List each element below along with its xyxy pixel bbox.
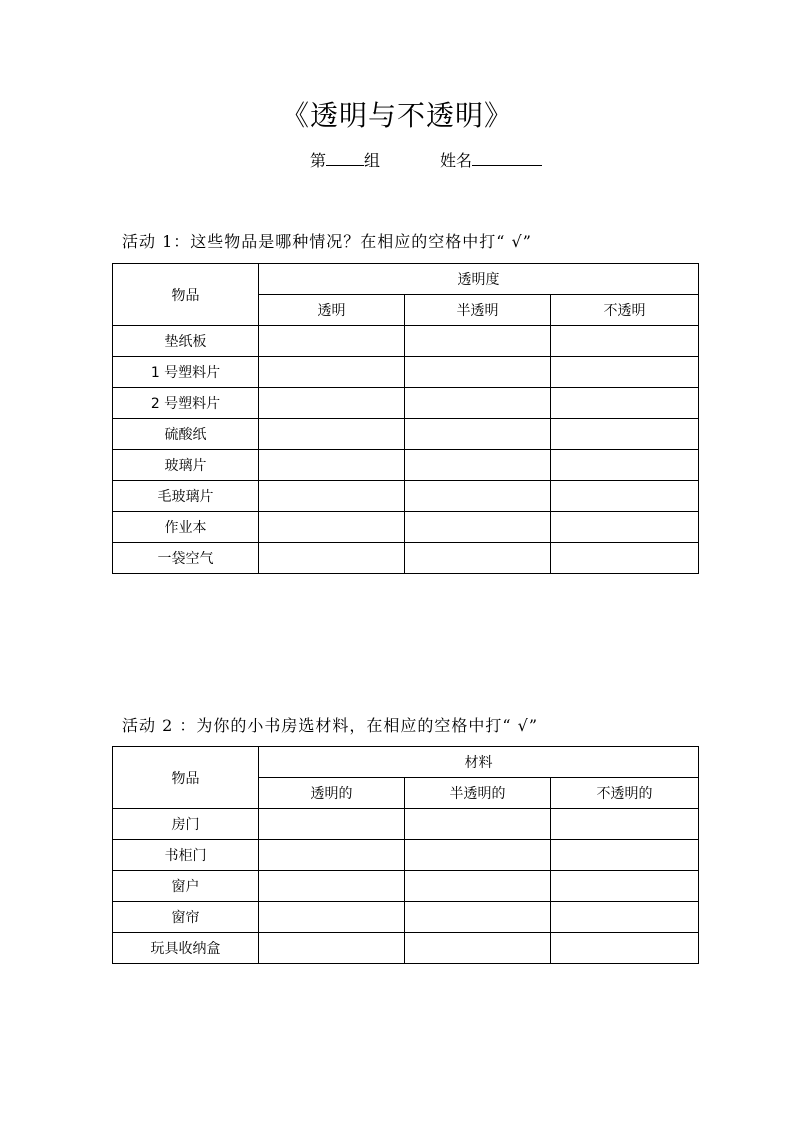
answer-cell[interactable] — [259, 543, 405, 574]
item-label: 垫纸板 — [113, 326, 259, 357]
answer-cell[interactable] — [259, 871, 405, 902]
answer-cell[interactable] — [551, 933, 699, 964]
item-label: 一袋空气 — [113, 543, 259, 574]
answer-cell[interactable] — [259, 357, 405, 388]
column-header-translucent: 半透明 — [405, 295, 551, 326]
table-row — [113, 357, 699, 388]
table-row — [113, 481, 699, 512]
table-row — [113, 326, 699, 357]
answer-cell[interactable] — [405, 419, 551, 450]
name-label: 姓名 — [440, 151, 473, 170]
answer-cell[interactable] — [405, 481, 551, 512]
answer-cell[interactable] — [405, 357, 551, 388]
table-row — [113, 512, 699, 543]
group-number-blank[interactable] — [326, 147, 364, 166]
activity-2-instruction: 活动 2 ：为你的小书房选材料，在相应的空格中打“ √” — [122, 716, 538, 735]
answer-cell[interactable] — [259, 902, 405, 933]
answer-cell[interactable] — [259, 512, 405, 543]
table-row — [113, 902, 699, 933]
column-header-transparent: 透明的 — [259, 778, 405, 809]
answer-cell[interactable] — [259, 481, 405, 512]
column-header-transparent: 透明 — [259, 295, 405, 326]
answer-cell[interactable] — [259, 450, 405, 481]
answer-cell[interactable] — [405, 326, 551, 357]
answer-cell[interactable] — [405, 871, 551, 902]
item-label: 房门 — [113, 809, 259, 840]
table-row — [113, 543, 699, 574]
item-label: 作业本 — [113, 512, 259, 543]
table-row — [113, 388, 699, 419]
activity-1-table — [112, 263, 699, 574]
answer-cell[interactable] — [405, 840, 551, 871]
transparency-header: 透明度 — [259, 264, 699, 295]
answer-cell[interactable] — [405, 902, 551, 933]
answer-cell[interactable] — [551, 388, 699, 419]
table-row — [113, 450, 699, 481]
item-label: 2 号塑料片 — [113, 388, 259, 419]
material-header: 材料 — [259, 747, 699, 778]
answer-cell[interactable] — [551, 840, 699, 871]
group-suffix: 组 — [364, 151, 381, 170]
answer-cell[interactable] — [259, 388, 405, 419]
column-header-opaque: 不透明的 — [551, 778, 699, 809]
answer-cell[interactable] — [551, 450, 699, 481]
answer-cell[interactable] — [405, 450, 551, 481]
answer-cell[interactable] — [551, 419, 699, 450]
table-row — [113, 419, 699, 450]
answer-cell[interactable] — [551, 512, 699, 543]
item-header: 物品 — [113, 747, 259, 809]
table-row — [113, 840, 699, 871]
answer-cell[interactable] — [405, 512, 551, 543]
answer-cell[interactable] — [405, 388, 551, 419]
group-name-line — [310, 147, 542, 173]
answer-cell[interactable] — [551, 902, 699, 933]
column-header-opaque: 不透明 — [551, 295, 699, 326]
answer-cell[interactable] — [259, 809, 405, 840]
item-label: 窗户 — [113, 871, 259, 902]
answer-cell[interactable] — [259, 933, 405, 964]
worksheet-title: 《透明与不透明》 — [280, 99, 513, 132]
name-blank[interactable] — [472, 147, 542, 166]
table-row — [113, 933, 699, 964]
activity-1-instruction: 活动 1：这些物品是哪种情况？在相应的空格中打“ √” — [122, 232, 532, 251]
group-prefix: 第 — [310, 151, 327, 170]
answer-cell[interactable] — [259, 419, 405, 450]
answer-cell[interactable] — [551, 326, 699, 357]
answer-cell[interactable] — [551, 543, 699, 574]
answer-cell[interactable] — [551, 871, 699, 902]
item-label: 玻璃片 — [113, 450, 259, 481]
answer-cell[interactable] — [259, 840, 405, 871]
answer-cell[interactable] — [405, 933, 551, 964]
item-header: 物品 — [113, 264, 259, 326]
answer-cell[interactable] — [551, 357, 699, 388]
table-row — [113, 809, 699, 840]
item-label: 硫酸纸 — [113, 419, 259, 450]
answer-cell[interactable] — [405, 809, 551, 840]
item-label: 书柜门 — [113, 840, 259, 871]
item-label: 窗帘 — [113, 902, 259, 933]
item-label: 1 号塑料片 — [113, 357, 259, 388]
column-header-translucent: 半透明的 — [405, 778, 551, 809]
answer-cell[interactable] — [551, 809, 699, 840]
table-row — [113, 871, 699, 902]
item-label: 毛玻璃片 — [113, 481, 259, 512]
item-label: 玩具收纳盒 — [113, 933, 259, 964]
answer-cell[interactable] — [551, 481, 699, 512]
answer-cell[interactable] — [405, 543, 551, 574]
activity-2-table — [112, 746, 699, 964]
answer-cell[interactable] — [259, 326, 405, 357]
